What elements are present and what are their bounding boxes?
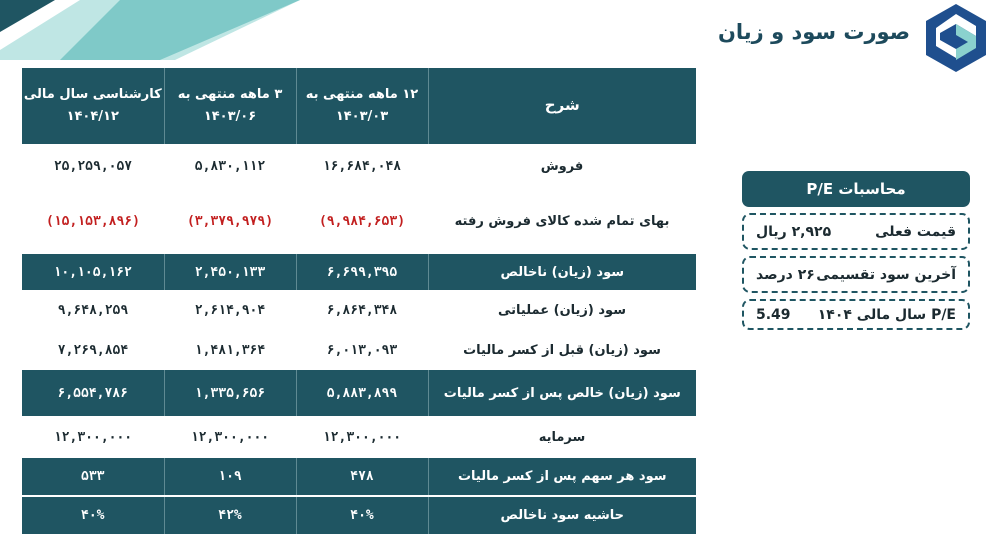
row-label: سرمایه [538, 429, 586, 445]
cell-value: ۶,۸۶۴,۳۴۸ [326, 302, 398, 318]
pe-panel-title: محاسبات P/E [742, 171, 970, 207]
row-label: سود (زیان) عملیاتی [497, 302, 626, 318]
row-label: سود هر سهم پس از کسر مالیات [428, 458, 696, 496]
pe-row-value: 5.49 [756, 306, 791, 323]
cell-value: ۱۲,۳۰۰,۰۰۰ [190, 429, 270, 445]
cell-value: ۶,۰۱۳,۰۹۳ [326, 342, 398, 358]
row-label: سود (زیان) ناخالص [428, 254, 696, 290]
pe-row-label: P/E سال مالی ۱۴۰۴ [817, 306, 956, 323]
row-label: حاشیه سود ناخالص [428, 496, 696, 534]
decorative-stripes [0, 0, 340, 60]
header-col-12month [296, 68, 428, 144]
pe-row-value: ۲۶ درصد [756, 266, 815, 283]
company-logo-icon [920, 2, 992, 74]
table-row [22, 416, 696, 458]
pe-row-current-price [742, 213, 970, 250]
cell-value: ۱۶,۶۸۴,۰۴۸ [322, 158, 402, 174]
row-label: فروش [540, 158, 584, 174]
header-description: شرح [428, 68, 696, 144]
cell-value-negative: (۹,۹۸۴,۶۵۳) [318, 213, 406, 229]
pe-row-value: ۲,۹۲۵ ریال [756, 223, 832, 240]
pe-row-label: آخرین سود تقسیمی [816, 266, 956, 283]
header-col-forecast-line1: کارشناسی سال مالی [23, 86, 162, 102]
header-col-3month [164, 68, 296, 144]
income-statement-table [22, 68, 696, 534]
pe-row-pe-ratio [742, 299, 970, 330]
header-col-12month-line2: ۱۴۰۳/۰۳ [335, 109, 389, 124]
table-row [22, 330, 696, 370]
cell-value: ۱,۳۳۵,۶۵۶ [164, 370, 296, 416]
header-col-3month-line2: ۱۴۰۳/۰۶ [203, 109, 257, 124]
cell-value: ۹,۶۴۸,۲۵۹ [57, 302, 129, 318]
pe-calculation-panel [742, 171, 970, 330]
cell-value: ۲,۴۵۰,۱۳۳ [164, 254, 296, 290]
cell-value: ۴۲% [164, 496, 296, 534]
header-col-forecast-line2: ۱۴۰۴/۱۲ [66, 109, 119, 124]
table-row-highlight [22, 458, 696, 496]
cell-value: ۴۰% [22, 496, 164, 534]
cell-value: ۱۲,۳۰۰,۰۰۰ [322, 429, 402, 445]
row-label: بهای تمام شده کالای فروش رفته [454, 213, 670, 229]
table-row-highlight [22, 496, 696, 534]
table-row-highlight [22, 254, 696, 290]
cell-value: ۱۲,۳۰۰,۰۰۰ [53, 429, 133, 445]
cell-value-negative: (۳,۳۷۹,۹۷۹) [186, 213, 274, 229]
page-title: صورت سود و زیان [717, 20, 910, 44]
cell-value: ۲۵,۲۵۹,۰۵۷ [53, 158, 133, 174]
table-row-highlight [22, 370, 696, 416]
table-row [22, 188, 696, 254]
cell-value-negative: (۱۵,۱۵۳,۸۹۶) [46, 213, 140, 229]
cell-value: ۱۰۹ [164, 458, 296, 496]
cell-value: ۴۰% [296, 496, 428, 534]
header-col-12month-line1: ۱۲ ماهه منتهی به [305, 86, 419, 102]
cell-value: ۵۳۳ [22, 458, 164, 496]
cell-value: ۷,۲۶۹,۸۵۴ [57, 342, 129, 358]
table-row [22, 290, 696, 330]
table-row [22, 144, 696, 188]
cell-value: ۶,۵۵۴,۷۸۶ [22, 370, 164, 416]
pe-row-last-dividend [742, 256, 970, 293]
header-col-3month-line1: ۳ ماهه منتهی به [177, 86, 283, 102]
pe-row-label: قیمت فعلی [875, 223, 956, 240]
cell-value: ۲,۶۱۴,۹۰۴ [194, 302, 266, 318]
cell-value: ۱۰,۱۰۵,۱۶۲ [22, 254, 164, 290]
cell-value: ۴۷۸ [296, 458, 428, 496]
cell-value: ۵,۸۸۳,۸۹۹ [296, 370, 428, 416]
header-col-forecast [22, 68, 164, 144]
cell-value: ۱,۴۸۱,۳۶۴ [194, 342, 266, 358]
row-label: سود (زیان) خالص پس از کسر مالیات [428, 370, 696, 416]
cell-value: ۵,۸۳۰,۱۱۲ [194, 158, 266, 174]
row-label: سود (زیان) قبل از کسر مالیات [463, 342, 661, 358]
cell-value: ۶,۶۹۹,۳۹۵ [296, 254, 428, 290]
table-header-row [22, 68, 696, 144]
